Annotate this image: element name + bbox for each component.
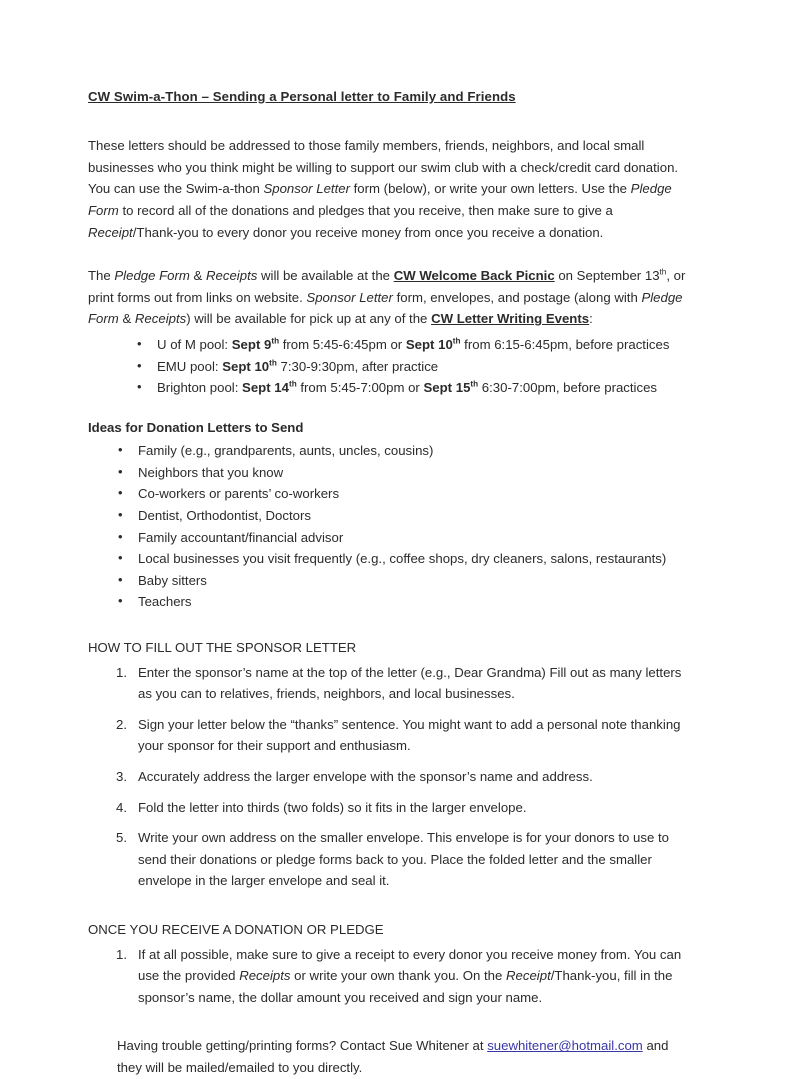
donation-steps-list xyxy=(88,944,695,1009)
list-item: • Family accountant/financial advisor xyxy=(88,527,695,549)
contact-text-part-1: Having trouble getting/printing forms? Contact Sue Whitener at xyxy=(117,1038,488,1054)
list-item: • Family (e.g., grandparents, aunts, uncles, cousins) xyxy=(88,440,695,462)
intro-pledge-form-italic: Pledge Form xyxy=(88,181,672,218)
donation-section-heading: ONCE YOU RECEIVE A DONATION OR PLEDGE xyxy=(88,921,384,937)
avail-pledge-form-italic-2: Pledge Form xyxy=(88,289,683,327)
list-item xyxy=(88,377,695,399)
event-date-1-ordinal: th xyxy=(269,358,277,368)
step-number: 5. xyxy=(116,830,127,846)
event-date-2-ordinal: th xyxy=(452,336,461,346)
spacer xyxy=(88,613,695,637)
contact-email-link[interactable]: suewhitener@hotmail.com xyxy=(487,1038,643,1054)
event-middle: 7:30-9:30pm, after practice xyxy=(276,358,439,374)
avail-pledge-form-italic: Pledge Form xyxy=(114,268,190,284)
donation-text-part-2: or write your own thank you. On the xyxy=(290,968,507,984)
spacer xyxy=(88,1017,695,1035)
page-title: CW Swim-a-Thon – Sending a Personal letter to Family and Friends xyxy=(88,89,516,104)
list-item: • Baby sitters xyxy=(88,570,695,592)
step-number: 1. xyxy=(116,664,127,680)
intro-text-part-3: to record all of the donations and pledges that you receive, then make sure to give a xyxy=(118,202,613,218)
avail-text-part-9: : xyxy=(589,311,593,327)
avail-text-part-2: & xyxy=(189,268,207,284)
list-item xyxy=(88,334,695,356)
event-suffix: from 6:15-6:45pm, before practices xyxy=(460,336,670,352)
step-text: Fold the letter into thirds (two folds) so it fits in the larger envelope. xyxy=(138,799,527,815)
list-item: • Dentist, Orthodontist, Doctors xyxy=(88,505,695,527)
step-number: 3. xyxy=(116,769,127,784)
how-to-section-heading: HOW TO FILL OUT THE SPONSOR LETTER xyxy=(88,640,357,656)
list-item xyxy=(88,662,695,705)
event-prefix: Brighton pool: xyxy=(157,380,243,396)
event-date-1: Sept 10 xyxy=(222,358,270,374)
intro-text-part-4: /Thank-you to every donor you receive money from once you receive a donation. xyxy=(132,224,604,240)
intro-text-part-2: form (below), or write your own letters. Use the xyxy=(349,181,631,197)
avail-text-part-6: form, envelopes, and postage (along with xyxy=(392,289,642,305)
donation-receipts-italic: Receipts xyxy=(239,968,291,984)
donation-text-part-3: /Thank-you, fill in the sponsor’s name, the dollar amount you received and sign your name. xyxy=(138,968,673,1005)
event-date-1: Sept 9 xyxy=(231,336,272,352)
event-date-1-ordinal: th xyxy=(271,336,280,346)
avail-text-part-5: , or print forms out from links on website. xyxy=(88,268,686,305)
step-text: Sign your letter below the “thanks” sentence. You might want to add a personal note thanking your sponsor for their support and enthusiasm. xyxy=(138,716,681,754)
avail-text-part-1: The xyxy=(88,268,115,284)
avail-text-part-7: & xyxy=(118,311,135,327)
event-suffix: 6:30-7:00pm, before practices xyxy=(478,380,658,396)
letter-writing-events-list xyxy=(88,334,695,399)
event-middle: from 5:45-6:45pm or xyxy=(279,336,406,352)
event-prefix: EMU pool: xyxy=(157,358,223,374)
avail-text-part-3: will be available at the xyxy=(257,268,394,284)
step-text: Write your own address on the smaller envelope. This envelope is for your donors to use to send their donations or pledge forms back to you. Place the folded letter and the smaller envelope in the larger envelope and seal it. xyxy=(138,830,669,889)
list-item: • Co-workers or parents’ co-workers xyxy=(88,483,695,505)
step-text: Enter the sponsor’s name at the top of the letter (e.g., Dear Grandma) Fill out as many letters as you can to relatives, friends, neighbors, and local businesses. xyxy=(138,664,682,702)
step-number: 2. xyxy=(116,716,127,732)
list-item: • Local businesses you visit frequently (e.g., coffee shops, dry cleaners, salons, restaurants) xyxy=(88,548,695,570)
how-to-steps-list xyxy=(88,662,695,892)
ideas-list xyxy=(88,440,695,613)
event-date-2: Sept 10 xyxy=(405,336,453,352)
avail-sponsor-letter-italic: Sponsor Letter xyxy=(306,289,393,305)
step-number: 1. xyxy=(116,946,127,962)
event-date-1-ordinal: th xyxy=(288,379,297,389)
list-item xyxy=(88,944,695,1009)
step-number: 4. xyxy=(116,799,127,815)
contact-paragraph xyxy=(88,1035,695,1078)
availability-paragraph xyxy=(88,265,695,330)
intro-sponsor-letter-italic: Sponsor Letter xyxy=(263,181,350,197)
avail-text-part-4: on September 13 xyxy=(554,268,660,284)
cw-letter-writing-events-emphasis: CW Letter Writing Events xyxy=(431,311,590,327)
intro-paragraph xyxy=(88,135,695,243)
spacer xyxy=(88,399,695,417)
event-prefix: U of M pool: xyxy=(157,336,232,352)
avail-receipts-italic: Receipts xyxy=(206,268,258,284)
donation-receipt-italic: Receipt xyxy=(506,968,551,984)
contact-text-part-2: and they will be mailed/emailed to you directly. xyxy=(117,1038,669,1075)
event-date-2-ordinal: th xyxy=(470,379,479,389)
list-item xyxy=(88,356,695,378)
list-item xyxy=(88,797,695,819)
event-date-1: Sept 14 xyxy=(242,380,289,396)
avail-receipts-italic-2: Receipts xyxy=(134,311,187,327)
sept13-ordinal-suffix: th xyxy=(659,267,667,277)
cw-welcome-back-picnic-emphasis: CW Welcome Back Picnic xyxy=(393,268,555,284)
list-item xyxy=(88,714,695,757)
list-item: • Teachers xyxy=(88,591,695,613)
spacer xyxy=(88,901,695,919)
list-item xyxy=(88,766,695,788)
avail-text-part-8: ) will be available for pick up at any of the xyxy=(186,311,432,327)
intro-text-part-1: These letters should be addressed to those family members, friends, neighbors, and local small businesses who you think might be willing to support our swim club with a check/credit card donation. You can use the Swim-a-thon xyxy=(88,138,679,197)
event-middle: from 5:45-7:00pm or xyxy=(296,380,424,396)
donation-text-part-1: If at all possible, make sure to give a receipt to every donor you receive money from. You can use the provided xyxy=(138,946,682,984)
intro-receipt-italic: Receipt xyxy=(88,224,133,240)
list-item xyxy=(88,827,695,892)
step-text: Accurately address the larger envelope with the sponsor’s name and address. xyxy=(138,769,593,784)
event-date-2: Sept 15 xyxy=(423,380,471,396)
ideas-section-heading: Ideas for Donation Letters to Send xyxy=(88,419,304,435)
list-item: • Neighbors that you know xyxy=(88,462,695,484)
